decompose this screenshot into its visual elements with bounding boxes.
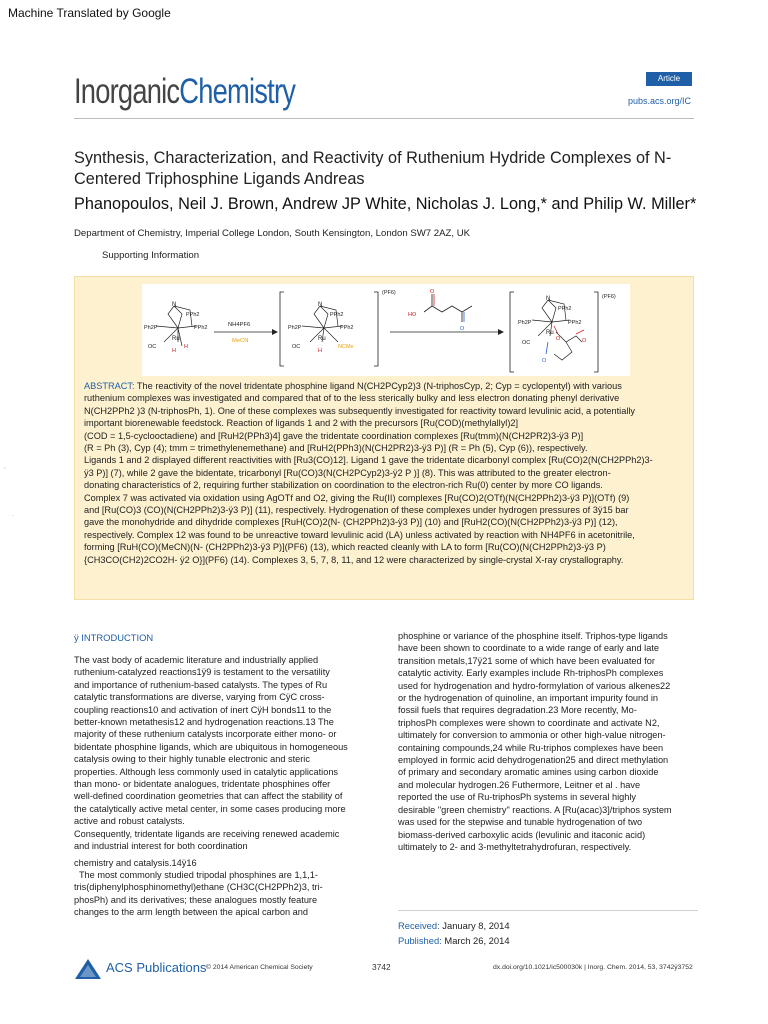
introduction-heading: ÿ INTRODUCTION (74, 632, 154, 643)
copyright-notice: © 2014 American Chemical Society (206, 964, 313, 971)
machine-translation-banner: Machine Translated by Google (8, 6, 171, 20)
abstract-line: Ligands 1 and 2 displayed different reactivities with [Ru3(CO)12]. Ligand 1 gave the tridentate dicarbonyl complex [Ru(CO)2(N(CH2PPh2)3- (84, 455, 653, 466)
supporting-information-link[interactable]: Supporting Information (102, 250, 200, 261)
atom-oc-3: OC (522, 340, 531, 346)
body-column-left (74, 654, 372, 919)
body-column-right (398, 630, 698, 853)
reagent-nh4pf6: NH4PF6 (228, 322, 251, 328)
abstract-line: Complex 7 was activated via oxidation using AgOTf and O2, giving the Ru(II) complexes [Ru(CO)2(OTf)(N(CH2PPh2)3-ÿ3 P)](OTf) (9) (84, 492, 630, 503)
body-line: and molecular hydrogen.26 Futhermore, Leitner et al . have (398, 779, 641, 790)
abstract-text (84, 380, 682, 566)
journal-logo[interactable] (74, 72, 295, 112)
atom-pph2-2b: PPh2 (340, 325, 354, 331)
acs-logo-icon[interactable] (74, 958, 102, 980)
atom-ru-1: Ru (172, 336, 180, 342)
atom-n-1: N (172, 302, 177, 308)
solvent-mecn: MeCN (232, 338, 249, 344)
body-line: reported the use of Ru-triphosPh systems in several highly (398, 792, 636, 803)
atom-pph2-3a: PPh2 (558, 306, 572, 312)
affiliation: Department of Chemistry, Imperial College London, South Kensington, London SW7 2AZ, UK (74, 228, 471, 239)
header-divider (74, 118, 694, 119)
body-line: ultimately for conversion to ammonia or other high-value nitrogen- (398, 730, 666, 741)
body-line: ultimately to 2- and 3-methyltetrahydrofuran, respectively. (398, 841, 632, 852)
atom-pph2-1a: PPh2 (186, 312, 200, 318)
atom-ph2p-1: Ph2P (144, 325, 158, 331)
body-line: The vast body of academic literature and industrially applied (74, 655, 319, 665)
toc-reaction-scheme (142, 284, 630, 376)
body-line: tris(diphenylphosphinomethyl)ethane (CH3C(CH2PPh2)3, tri- (74, 882, 323, 893)
body-line: triphosPh complexes were shown to coordinate and activate N2, (398, 717, 660, 728)
page-number: 3742 (372, 962, 391, 972)
abstract-line: forming [RuH(CO)(MeCN)(N- (CH2PPh2)3-ÿ3 P)](PF6) (13), which reacted cleanly with LA to form [Ru(CO)(N(CH2PPh2)3-ÿ3 P) (84, 542, 606, 553)
body-line: or the hydrogenation of quinoline, an important impurity found in (398, 693, 658, 704)
atom-o-3c: O (542, 358, 547, 364)
body-line: than mono- or bidentate analogues, tridentate phosphines offer (74, 779, 331, 790)
abstract-label: ABSTRACT: (84, 381, 135, 391)
body-line: used for hydrogenation and hydro-formylation of various alkenes22 (398, 680, 671, 691)
body-line: have been shown to coordinate to a wide range of early and late (398, 643, 660, 654)
abstract-line: (COD = 1,5-cyclooctadiene) and [RuH2(PPh3)4] gave the tridentate coordination complexes [Ru(tmm)(N(CH2PR2)3-ÿ3 P)] (84, 430, 584, 441)
received-value: January 8, 2014 (439, 920, 510, 931)
abstract-line: gave the monohydride and dihydride complexes [RuH(CO)2(N- (CH2PPh2)3-ÿ3 P)] (10) and [RuH2(CO)(N(CH2PPh2)3-ÿ3 P)] (12), (84, 517, 618, 528)
abstract-line: donating characteristics of 2, requiring further stabilization on coordination to the electron-rich Ru(0) center by more CO ligands. (84, 480, 603, 491)
dates-divider (398, 910, 698, 911)
atom-pph2-1b: PPh2 (194, 325, 208, 331)
body-line: and industrial interest for both coordination (74, 841, 248, 852)
abstract-line: ruthenium complexes was investigated and compared that of to the less sterically bulky and less electron donating phenyl derivative (84, 393, 620, 404)
body-line: The most commonly studied tripodal phosphines are 1,1,1- (74, 869, 318, 880)
atom-oc-1: OC (148, 344, 157, 350)
body-line: ruthenium-catalyzed reactions1ÿ9 is testament to the versatility (74, 667, 330, 678)
atom-ph2p-3: Ph2P (518, 320, 532, 326)
published-label: Published: (398, 935, 442, 946)
published-value: March 26, 2014 (441, 935, 510, 946)
atom-ph2p-2: Ph2P (288, 325, 302, 331)
abstract-line: and [Ru(CO)3 (CO)(N(CH2PPh2)3-ÿ3 P)] (11), respectively. Hydrogenation of these complexes under hydrogen pressures of 3ÿ15 bar (84, 505, 629, 516)
body-line: phosphine or variance of the phosphine itself. Triphos-type ligands (398, 631, 668, 641)
received-label: Received: (398, 920, 440, 931)
body-line: majority of these ruthenium catalysts incorporate either mono- or (74, 729, 337, 740)
counterion-pf6-2: (PF6) (602, 294, 616, 300)
atom-oc-2: OC (292, 344, 301, 350)
margin-mark: , (4, 464, 6, 470)
brackets-product (510, 292, 598, 372)
atom-h-1b: H (184, 344, 188, 350)
doi-citation-link[interactable]: dx.doi.org/10.1021/ic500030k | Inorg. Chem. 2014, 53, 3742ÿ3752 (493, 964, 693, 971)
abstract-line: (R = Ph (3), Cyp (4); tmm = trimethylenemethane) and [RuH2(PPh3)(N(CH2PR2)3-ÿ3 P)] (R = Ph (5), Cyp (6)), respectively. (84, 443, 588, 454)
body-line: bidentate phosphine ligands, which are ubiquitous in homogeneous (74, 741, 348, 752)
body-line: chemistry and catalysis.14ÿ16 (74, 857, 197, 868)
received-date (398, 920, 510, 931)
abstract-line: ÿ3 P)] (7), while 2 gave the bidentate, tricarbonyl [Ru(CO)3(N(CH2PCyp2)3-ÿ2 P )] (8). This was attributed to the greater electron- (84, 467, 611, 478)
body-line: active and robust catalysts. (74, 816, 185, 827)
abstract-line: {CH3CO(CH2)2CO2H- ÿ2 O}](PF6) (14). Complexes 3, 5, 7, 8, 11, and 12 were characterized by single-crystal X-ray crystallography. (84, 554, 624, 565)
body-line: catalysis owing to their highly tunable electronic and steric (74, 754, 310, 765)
body-line: containing compounds,24 while Ru-triphos complexes have been (398, 742, 664, 753)
abstract-line: N(CH2PPh2 )3 (N-triphosPh, 1). One of these complexes was subsequently investigated for reactivity toward levulinic acid, a potentially (84, 405, 635, 416)
atom-n-2: N (318, 302, 323, 308)
body-line: well-defined coordination geometries that can affect the stability of (74, 791, 343, 802)
abstract-line: important biorenewable feedstock. Reaction of ligands 1 and 2 with the precursors [Ru(COD)(methylallyl)2] (84, 418, 519, 429)
body-line: catalytic activity. Early examples include Rh-triphosPh complexes (398, 668, 664, 679)
atom-ho: HO (408, 312, 417, 318)
body-line: phosPh) and its derivatives; these analogues mostly feature (74, 894, 318, 905)
abstract-line: ABSTRACT: The reactivity of the novel tridentate phosphine ligand N(CH2PCyp2)3 (N-triphosCyp, 2; Cyp = cyclopentyl) with various (84, 381, 622, 391)
body-line: was used for the stepwise and tunable hydrogenation of two (398, 817, 643, 828)
atom-ru-2: Ru (318, 336, 326, 342)
atom-o-ketone: O (460, 326, 465, 332)
product-ketone-bond (546, 342, 548, 354)
atom-pph2-2a: PPh2 (330, 312, 344, 318)
body-line: fossil fuels that requires degradation.23 More recently, Mo- (398, 705, 637, 716)
author-list: Phanopoulos, Neil J. Brown, Andrew JP White, Nicholas J. Long,* and Philip W. Miller* (74, 195, 697, 213)
body-line: catalytic transformations are diverse, varying from CÿC cross- (74, 692, 325, 703)
atom-n-3: N (546, 296, 551, 302)
product-acid-bond (554, 326, 584, 334)
body-line: properties. Although less commonly used in catalytic applications (74, 766, 339, 777)
article-type-badge: Article (646, 72, 692, 86)
levulinic-acid-structure (424, 294, 472, 322)
arrowhead-2 (498, 329, 504, 335)
journal-url-link[interactable]: pubs.acs.org/IC (628, 96, 692, 106)
body-line: of primary and secondary aromatic amines using carbon dioxide (398, 767, 659, 778)
article-title: Synthesis, Characterization, and Reactivity of Ruthenium Hydride Complexes of N-Centered Triphosphine Ligands Andreas (74, 149, 672, 188)
body-line: desirable "green chemistry" reactions. A [Ru(acac)3]/triphos system (398, 804, 672, 815)
published-date (398, 935, 510, 946)
counterion-pf6-1: (PF6) (382, 290, 396, 296)
body-line: coupling reactions10 and activation of inert CÿH bonds11 to the (74, 704, 332, 715)
body-line: changes to the arm length between the apical carbon and (74, 907, 308, 918)
atom-o-3b: O (582, 338, 587, 344)
atom-pph2-3b: PPh2 (568, 320, 582, 326)
atom-h-2: H (318, 348, 322, 354)
body-line: Consequently, tridentate ligands are receiving renewed academic (74, 828, 340, 839)
atom-ru-3: Ru (546, 330, 554, 336)
margin-mark: . (12, 512, 14, 518)
atom-o-acid: O (430, 289, 435, 295)
body-line: transition metals,17ÿ21 some of which have been evaluated for (398, 655, 655, 666)
atom-o-3a: O (556, 336, 561, 342)
publisher-name[interactable]: ACS Publications (106, 960, 207, 975)
ligand-ncme: NCMe (338, 344, 354, 350)
body-line: better-known metathesis12 and hydrogenation reactions.13 The (74, 717, 334, 728)
logo-word-inorganic: Inorganic (74, 72, 180, 111)
body-line: and importance of ruthenium-based catalysts. The types of Ru (74, 679, 328, 690)
abstract-line: respectively. Complex 12 was found to be unreactive toward levulinic acid (LA) unless activated by reaction with NH4PF6 in acetonitrile, (84, 529, 635, 540)
arrowhead-1 (272, 329, 278, 335)
logo-word-chemistry: Chemistry (179, 72, 296, 111)
body-line: employed in formic acid dehydrogenation25 and direct methylation (398, 755, 669, 766)
product-complex (532, 300, 582, 360)
atom-h-1a: H (172, 348, 176, 354)
body-line: biomass-derived carboxylic acids (levulinic and itaconic acid) (398, 829, 646, 840)
body-line: the catalytically active metal center, in some cases producing more (74, 803, 346, 814)
